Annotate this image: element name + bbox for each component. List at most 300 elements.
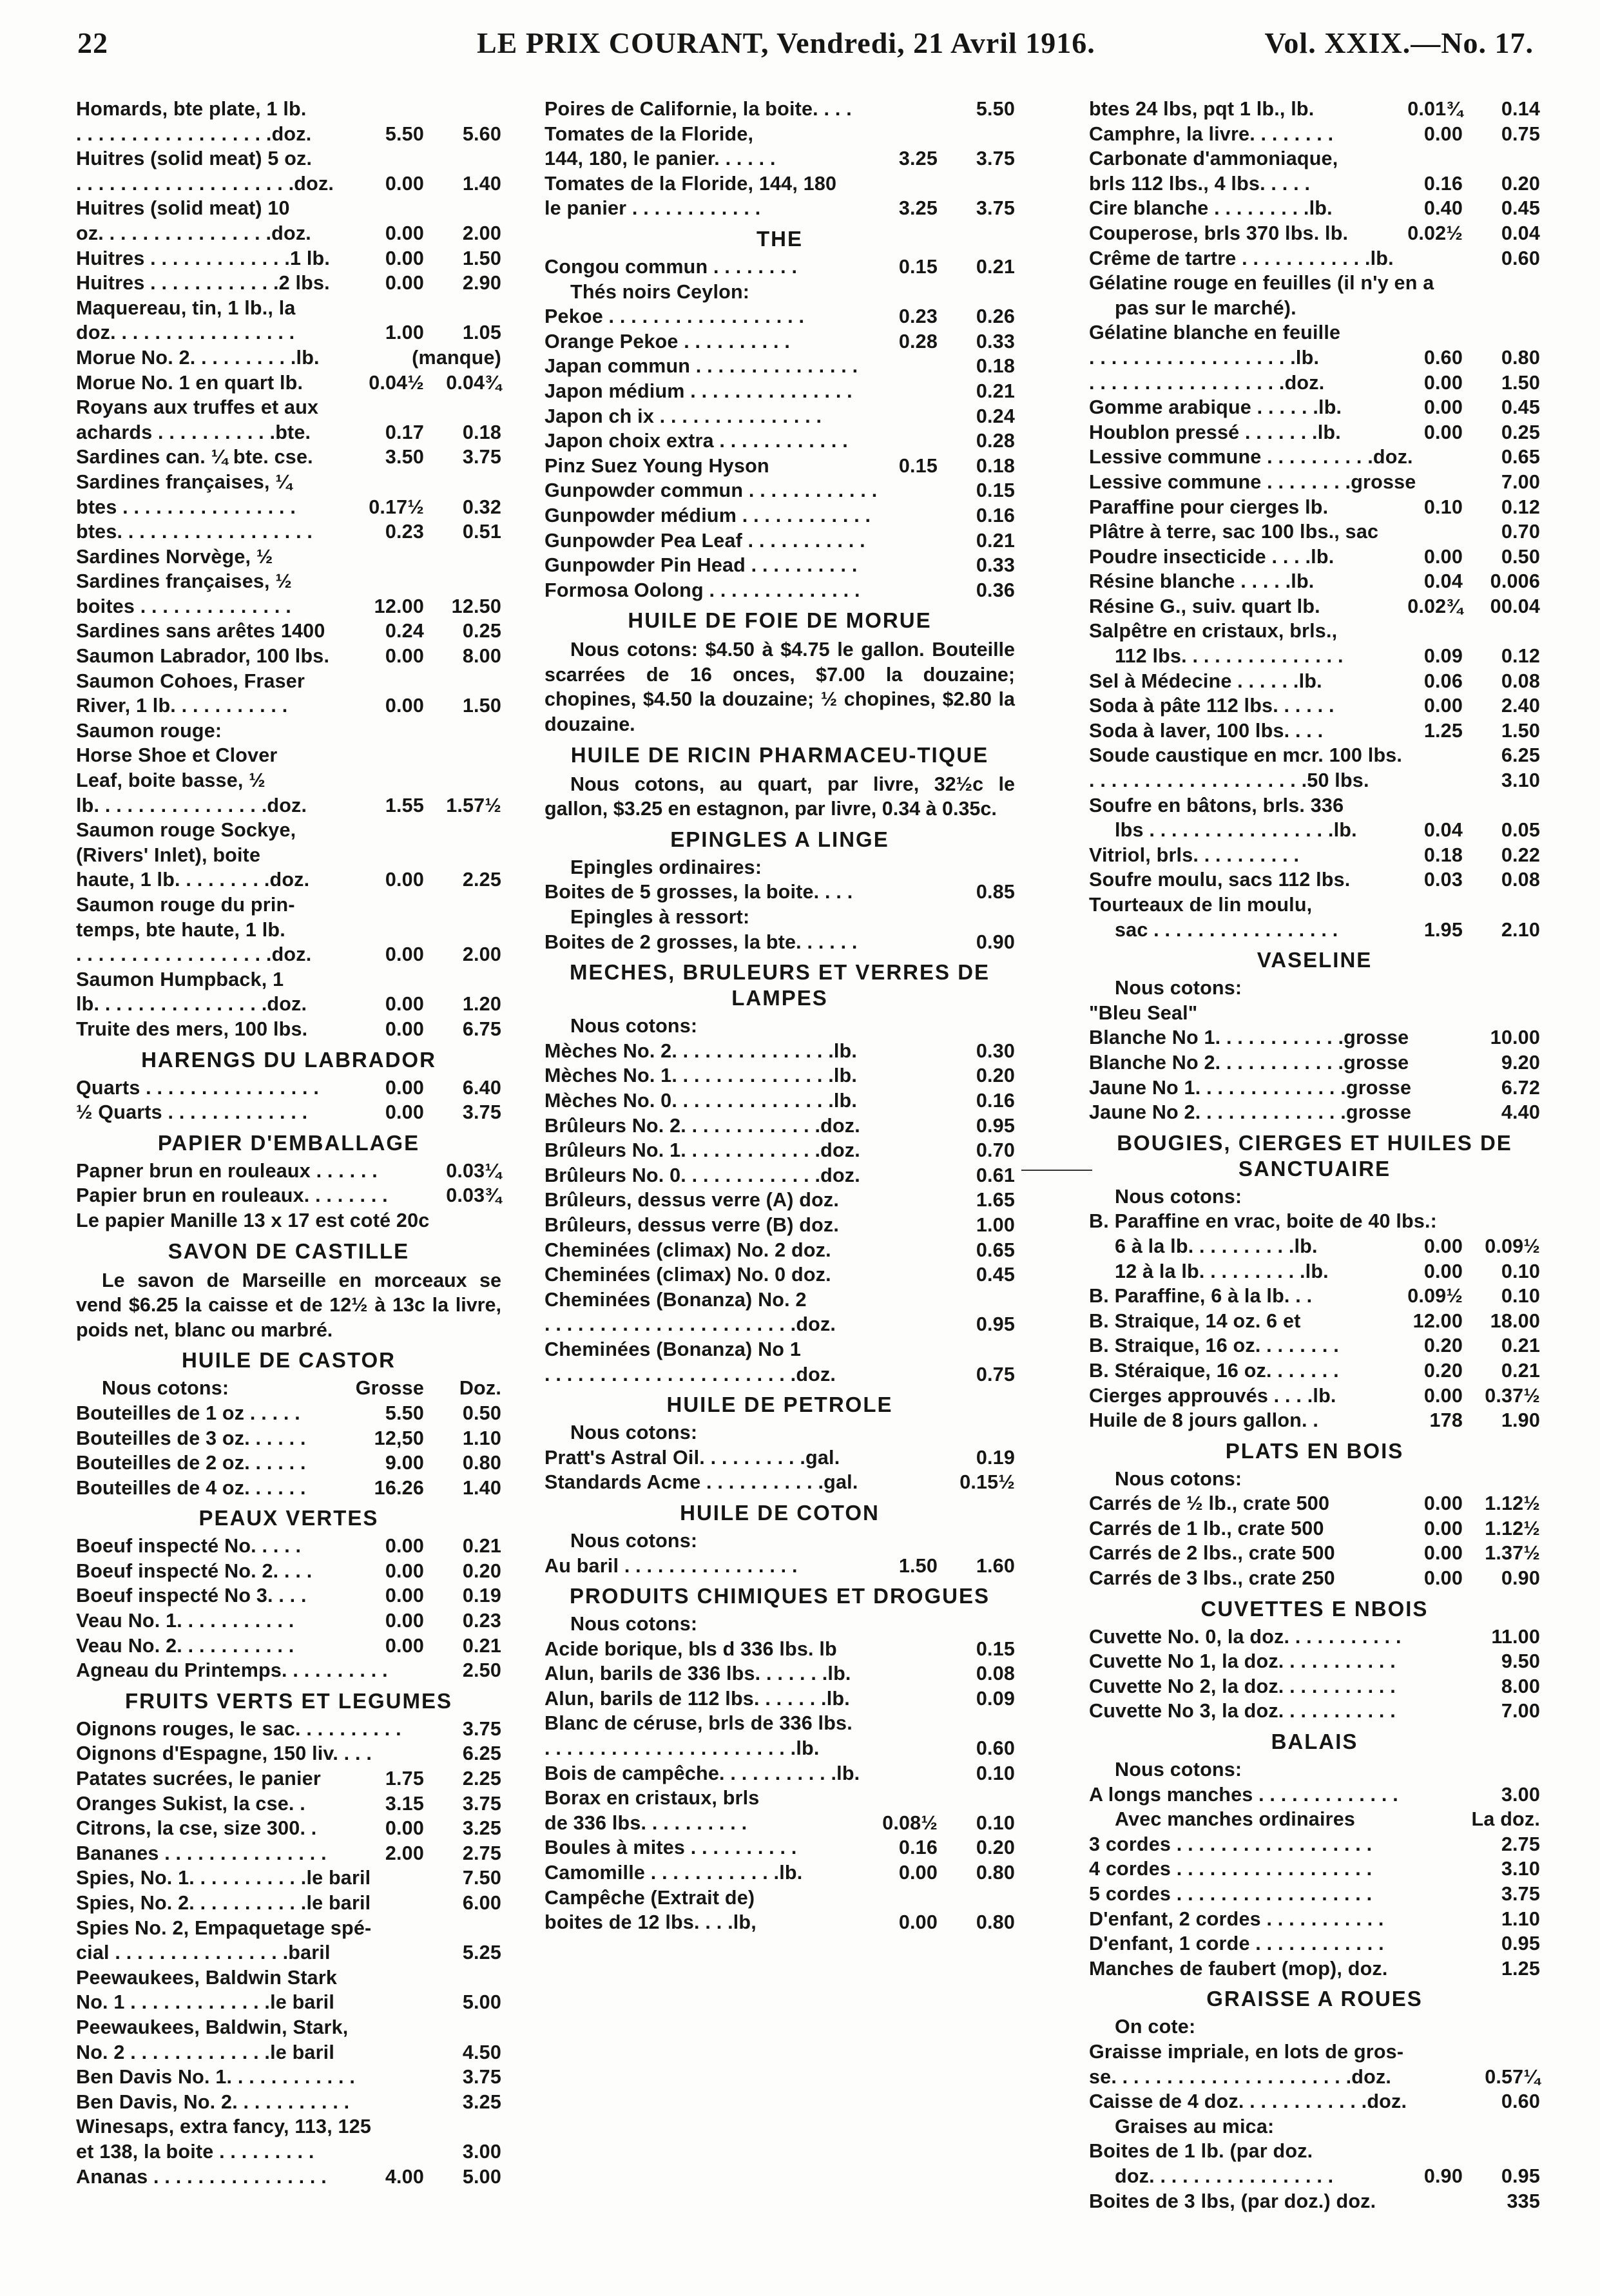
price-row bbox=[76, 1717, 501, 1742]
item-description: Caisse de 4 doz. . . . . . . . . . . .doz. bbox=[1089, 2090, 1407, 2113]
item-description: Bouteilles de 3 oz. . . . . . bbox=[76, 1427, 306, 1449]
price-row bbox=[76, 1940, 501, 1965]
price-row bbox=[1089, 395, 1540, 420]
price-row bbox=[545, 1736, 1015, 1761]
price-row bbox=[545, 1445, 1015, 1471]
price-high: 0.12 bbox=[1501, 645, 1540, 668]
item-description: Alun, barils de 336 lbs. . . . . . .lb. bbox=[545, 1663, 851, 1685]
price-high: 0.80 bbox=[462, 1452, 501, 1474]
section-heading: CUVETTES E NBOIS bbox=[1200, 1596, 1429, 1621]
price-high: 1.50 bbox=[1501, 719, 1540, 742]
item-description: Cheminées (Bonanza) No 1 bbox=[545, 1338, 801, 1360]
item-description: Cuvette No 1, la doz. . . . . . . . . . . bbox=[1089, 1650, 1396, 1673]
item-description: Mèches No. 2. . . . . . . . . . . . . . .lb. bbox=[545, 1039, 858, 1062]
price-high: 1.05 bbox=[462, 322, 501, 344]
price-low: 0.04½ bbox=[369, 371, 424, 394]
price-row bbox=[1089, 818, 1540, 843]
price-row bbox=[76, 2114, 501, 2139]
price-low: 16.26 bbox=[374, 1476, 424, 1499]
price-row bbox=[1089, 693, 1540, 719]
price-high: 5.00 bbox=[462, 2165, 501, 2188]
price-high: 0.37½ bbox=[1485, 1384, 1540, 1407]
price-high: 0.65 bbox=[1501, 446, 1540, 468]
item-description: Veau No. 1. . . . . . . . . . . bbox=[76, 1610, 294, 1632]
price-high: 18.00 bbox=[1490, 1309, 1540, 1332]
price-high: 0.10 bbox=[1501, 1260, 1540, 1282]
price-high: 0.19 bbox=[462, 1585, 501, 1607]
price-row bbox=[1089, 196, 1540, 221]
price-row bbox=[1089, 2089, 1540, 2114]
item-description: Mèches No. 1. . . . . . . . . . . . . . .lb. bbox=[545, 1065, 858, 1087]
price-high: 1.40 bbox=[462, 1476, 501, 1499]
price-low: Grosse bbox=[355, 1377, 424, 1400]
price-column-3 bbox=[1089, 97, 1540, 2214]
price-high: 0.15½ bbox=[959, 1471, 1015, 1494]
price-low: 0.00 bbox=[1423, 396, 1463, 419]
item-description: Huitres . . . . . . . . . . . .2 lbs. bbox=[76, 272, 330, 294]
item-description: Gunpowder Pin Head . . . . . . . . . . bbox=[545, 554, 858, 577]
item-description: B. Stéraique, 16 oz. . . . . . . bbox=[1089, 1359, 1339, 1382]
price-low: 178 bbox=[1429, 1409, 1463, 1432]
price-high: 0.95 bbox=[1501, 2165, 1540, 2187]
item-description: Nous cotons: bbox=[1115, 1759, 1242, 1781]
item-description: Soda à laver, 100 lbs. . . . bbox=[1089, 719, 1324, 742]
price-row bbox=[545, 429, 1015, 454]
price-row bbox=[1089, 545, 1540, 570]
price-row bbox=[76, 1866, 501, 1891]
item-description: A longs manches . . . . . . . . . . . . . bbox=[1089, 1783, 1398, 1806]
item-description: boites de 12 lbs. . . .lb, bbox=[545, 1911, 757, 1934]
item-description: lbs . . . . . . . . . . . . . . . . .lb. bbox=[1115, 819, 1357, 842]
price-low: 1.25 bbox=[1423, 719, 1463, 742]
price-row bbox=[1089, 2014, 1540, 2040]
price-row bbox=[1089, 976, 1540, 1001]
item-description: Ben Davis No. 1. . . . . . . . . . . . bbox=[76, 2066, 356, 2089]
price-row bbox=[1089, 1566, 1540, 1591]
item-description: B. Straique, 14 oz. 6 et bbox=[1089, 1309, 1301, 1332]
price-high: 0.45 bbox=[1501, 396, 1540, 419]
item-description: Nous cotons: bbox=[1115, 1467, 1242, 1490]
item-description: 6 à la lb. . . . . . . . . .lb. bbox=[1115, 1235, 1318, 1257]
item-description: Vitriol, brls. . . . . . . . . . bbox=[1089, 844, 1300, 866]
price-low: 0.00 bbox=[385, 1018, 424, 1040]
item-description: Blanc de céruse, brls de 336 lbs. bbox=[545, 1712, 853, 1735]
price-low: 0.23 bbox=[385, 521, 424, 543]
price-low: 0.04 bbox=[1423, 570, 1463, 593]
price-row bbox=[76, 97, 501, 122]
price-high: 1.40 bbox=[462, 172, 501, 195]
price-low: 0.00 bbox=[385, 1101, 424, 1124]
price-row bbox=[545, 1811, 1015, 1836]
price-row bbox=[76, 320, 501, 345]
price-high: 0.21 bbox=[976, 529, 1015, 552]
price-low: 9.00 bbox=[385, 1452, 424, 1474]
item-description: . . . . . . . . . . . . . . . . . . .lb. bbox=[1089, 346, 1320, 369]
price-row bbox=[1089, 2139, 1540, 2164]
price-low: 0.15 bbox=[898, 454, 938, 477]
item-description: Tourteaux de lin moulu, bbox=[1089, 894, 1313, 916]
price-high: 0.36 bbox=[976, 579, 1015, 601]
price-row bbox=[545, 1886, 1015, 1911]
price-low: 0.00 bbox=[385, 172, 424, 195]
price-low: 0.17 bbox=[385, 421, 424, 443]
item-description: Orange Pekoe . . . . . . . . . . bbox=[545, 330, 790, 352]
section-heading: PEAUX VERTES bbox=[198, 1506, 379, 1530]
item-description: boites . . . . . . . . . . . . . . bbox=[76, 595, 291, 617]
price-low: 2.00 bbox=[385, 1842, 424, 1864]
price-row bbox=[545, 1262, 1015, 1288]
item-description: Cheminées (Bonanza) No. 2 bbox=[545, 1288, 807, 1311]
item-description: Leaf, boite basse, ½ bbox=[76, 769, 265, 792]
price-high: 3.25 bbox=[462, 2090, 501, 2113]
price-low: 3.50 bbox=[385, 446, 424, 468]
item-description: Peewaukees, Baldwin Stark bbox=[76, 1966, 338, 1989]
price-row bbox=[76, 2015, 501, 2040]
price-low: 0.00 bbox=[385, 247, 424, 269]
item-description: Houblon pressé . . . . . . .lb. bbox=[1089, 421, 1341, 443]
item-description: le panier . . . . . . . . . . . . bbox=[545, 197, 761, 220]
price-row bbox=[76, 1451, 501, 1476]
item-description: Lessive commune . . . . . . . .grosse bbox=[1089, 470, 1416, 493]
price-row bbox=[1089, 1408, 1540, 1433]
price-row bbox=[1089, 271, 1540, 296]
price-high: 2.90 bbox=[462, 272, 501, 294]
price-row bbox=[76, 1916, 501, 1941]
item-description: Nous cotons: bbox=[102, 1377, 229, 1400]
price-high: 0.90 bbox=[976, 931, 1015, 953]
price-row bbox=[76, 967, 501, 992]
price-low: 0.01¾ bbox=[1407, 98, 1463, 120]
section-heading: PAPIER D'EMBALLAGE bbox=[157, 1130, 420, 1155]
section-heading: THE bbox=[757, 226, 803, 251]
item-description: Carrés de 2 lbs., crate 500 bbox=[1089, 1542, 1335, 1565]
item-description: Pekoe . . . . . . . . . . . . . . . . . . bbox=[545, 305, 805, 328]
price-high: 1.12½ bbox=[1485, 1517, 1540, 1539]
price-low: 3.15 bbox=[385, 1792, 424, 1815]
price-row bbox=[76, 942, 501, 967]
price-high: 0.14 bbox=[1501, 98, 1540, 120]
item-description: Nous cotons: bbox=[570, 1015, 698, 1037]
price-high: 0.21 bbox=[1501, 1335, 1540, 1357]
price-high: 7.50 bbox=[462, 1867, 501, 1889]
price-high: 0.50 bbox=[1501, 545, 1540, 568]
price-low: 0.00 bbox=[1423, 1567, 1463, 1590]
price-row bbox=[545, 1711, 1015, 1736]
item-description: doz. . . . . . . . . . . . . . . . . bbox=[76, 322, 295, 344]
item-description: Carrés de ½ lb., crate 500 bbox=[1089, 1492, 1330, 1515]
price-low: 0.00 bbox=[385, 1817, 424, 1840]
price-row bbox=[545, 855, 1015, 880]
item-description: Gunpowder commun . . . . . . . . . . . . bbox=[545, 479, 878, 502]
price-high: 2.25 bbox=[462, 1768, 501, 1790]
price-low: 0.09½ bbox=[1407, 1285, 1463, 1307]
item-description: Morue No. 1 en quart lb. bbox=[76, 371, 304, 394]
section-heading: EPINGLES A LINGE bbox=[670, 827, 889, 851]
price-row bbox=[1089, 867, 1540, 892]
price-high: 3.75 bbox=[1501, 1883, 1540, 1905]
item-description: Huitres (solid meat) 5 oz. bbox=[76, 148, 313, 170]
price-row bbox=[545, 196, 1015, 221]
price-row bbox=[1089, 445, 1540, 470]
section-heading: MECHES, BRULEURS ET VERRES DE LAMPES bbox=[569, 960, 990, 1010]
price-high: 0.65 bbox=[976, 1239, 1015, 1261]
item-description: No. 2 . . . . . . . . . . . . .le baril bbox=[76, 2041, 335, 2063]
section-heading: BOUGIES, CIERGES ET HUILES DE SANCTUAIRE bbox=[1117, 1130, 1512, 1181]
price-low: 5.50 bbox=[385, 122, 424, 145]
price-high: 0.09½ bbox=[1485, 1235, 1540, 1257]
item-description: 112 lbs. . . . . . . . . . . . . . . bbox=[1115, 645, 1344, 668]
item-description: Japon choix extra . . . . . . . . . . . . bbox=[545, 430, 848, 452]
price-high: 2.00 bbox=[462, 943, 501, 966]
item-description: Oignons d'Espagne, 150 liv. . . . bbox=[76, 1742, 372, 1765]
item-description: Epingles ordinaires: bbox=[570, 856, 762, 878]
item-description: Spies, No. 2. . . . . . . . . . .le baril bbox=[76, 1892, 371, 1914]
price-low: 0.00 bbox=[898, 1862, 938, 1884]
masthead-title: LE PRIX COURANT, Vendredi, 21 Avril 1916. bbox=[477, 26, 1095, 59]
item-description: Mèches No. 0. . . . . . . . . . . . . . .lb. bbox=[545, 1090, 858, 1112]
price-high: 0.61 bbox=[976, 1164, 1015, 1186]
item-description: Soda à pâte 112 lbs. . . . . . bbox=[1089, 695, 1335, 717]
price-row bbox=[76, 495, 501, 520]
price-row bbox=[545, 528, 1015, 554]
price-high: 4.50 bbox=[462, 2041, 501, 2063]
price-high: 2.00 bbox=[462, 222, 501, 244]
item-description: Tomates de la Floride, bbox=[545, 122, 754, 145]
volume-number: Vol. XXIX.—No. 17. bbox=[1264, 26, 1534, 59]
price-high: 0.85 bbox=[976, 881, 1015, 903]
price-low: 0.00 bbox=[385, 272, 424, 294]
item-description: Alun, barils de 112 lbs. . . . . . .lb. bbox=[545, 1687, 850, 1710]
price-high: 2.10 bbox=[1501, 918, 1540, 941]
price-low: 0.00 bbox=[1423, 421, 1463, 443]
price-row bbox=[545, 304, 1015, 329]
item-description: Winesaps, extra fancy, 113, 125 bbox=[76, 2116, 372, 2138]
item-description: Soufre en bâtons, brls. 336 bbox=[1089, 794, 1344, 816]
price-row bbox=[1089, 569, 1540, 594]
price-paragraph: Nous cotons: $4.50 à $4.75 le gallon. Bouteille scarrées de 16 onces, $7.00 la douzaine; chopines, $4.50 la douzaine; ½ chopines, $2.80 la douzaine. bbox=[545, 639, 1015, 736]
item-description: Huitres (solid meat) 10 bbox=[76, 197, 290, 220]
price-row bbox=[545, 1686, 1015, 1712]
price-low: 0.09 bbox=[1423, 645, 1463, 668]
price-low: 0.90 bbox=[1423, 2165, 1463, 2187]
item-description: . . . . . . . . . . . . . . . . . . . . . . .doz. bbox=[545, 1313, 836, 1336]
price-high: 3.75 bbox=[462, 1717, 501, 1740]
item-description: 144, 180, le panier. . . . . . bbox=[545, 148, 776, 170]
item-description: Bouteilles de 2 oz. . . . . . bbox=[76, 1452, 306, 1474]
price-high: 1.50 bbox=[462, 695, 501, 717]
price-row bbox=[1089, 1699, 1540, 1724]
item-description: "Bleu Seal" bbox=[1089, 1001, 1198, 1024]
price-row bbox=[545, 905, 1015, 930]
price-row bbox=[76, 1559, 501, 1584]
price-row bbox=[76, 1841, 501, 1866]
price-row bbox=[545, 146, 1015, 171]
price-high: 9.50 bbox=[1501, 1650, 1540, 1673]
price-high: 0.33 bbox=[976, 330, 1015, 352]
price-high: 8.00 bbox=[1501, 1675, 1540, 1697]
price-high: 0.16 bbox=[976, 1090, 1015, 1112]
item-description: haute, 1 lb. . . . . . . . .doz. bbox=[76, 869, 310, 891]
price-high: 0.75 bbox=[1501, 122, 1540, 145]
item-description: Boules à mites . . . . . . . . . . bbox=[545, 1837, 797, 1859]
item-description: . . . . . . . . . . . . . . . . . . . .doz. bbox=[76, 172, 334, 195]
item-description: Sardines can. ¼ bte. cse. bbox=[76, 446, 313, 468]
price-row bbox=[545, 1088, 1015, 1114]
price-high: Doz. bbox=[459, 1377, 501, 1400]
price-high: 3.00 bbox=[1501, 1783, 1540, 1806]
price-low: 0.60 bbox=[1423, 346, 1463, 369]
price-high: 1.57½ bbox=[446, 794, 501, 816]
price-high: 10.00 bbox=[1490, 1027, 1540, 1049]
price-low: 0.00 bbox=[1423, 1517, 1463, 1539]
price-low: 0.00 bbox=[1423, 695, 1463, 717]
item-description: Cheminées (climax) No. 0 doz. bbox=[545, 1264, 831, 1286]
price-row bbox=[545, 1362, 1015, 1387]
price-row bbox=[76, 296, 501, 321]
price-row bbox=[1089, 2189, 1540, 2214]
item-description: Camphre, la livre. . . . . . . . bbox=[1089, 122, 1334, 145]
price-low: 0.00 bbox=[1423, 545, 1463, 568]
price-row bbox=[1089, 793, 1540, 818]
price-high: 6.72 bbox=[1501, 1076, 1540, 1099]
price-row bbox=[1089, 1209, 1540, 1234]
item-description: btes . . . . . . . . . . . . . . . . bbox=[76, 496, 296, 518]
price-row bbox=[1089, 1931, 1540, 1956]
item-description: Truite des mers, 100 lbs. bbox=[76, 1018, 308, 1040]
price-low: 0.00 bbox=[1423, 1235, 1463, 1257]
section-heading: HUILE DE CASTOR bbox=[182, 1348, 396, 1373]
price-high: 1.00 bbox=[976, 1213, 1015, 1236]
price-high: 6.75 bbox=[462, 1018, 501, 1040]
price-row bbox=[1089, 619, 1540, 644]
price-high: 7.00 bbox=[1501, 470, 1540, 493]
item-description: Résine G., suiv. quart lb. bbox=[1089, 595, 1320, 617]
price-row bbox=[76, 867, 501, 892]
item-description: . . . . . . . . . . . . . . . . . .doz. bbox=[76, 122, 312, 145]
price-row bbox=[1089, 2040, 1540, 2065]
price-row bbox=[1089, 345, 1540, 371]
price-low: 12.00 bbox=[374, 595, 424, 617]
price-high: 7.00 bbox=[1501, 1700, 1540, 1722]
item-description: Crême de tartre . . . . . . . . . . . .lb. bbox=[1089, 247, 1394, 269]
price-high: 0.16 bbox=[976, 504, 1015, 526]
price-row bbox=[1089, 221, 1540, 246]
item-description: Cuvette No 3, la doz. . . . . . . . . . . bbox=[1089, 1700, 1396, 1722]
item-description: Ben Davis, No. 2. . . . . . . . . . . bbox=[76, 2090, 350, 2113]
item-description: Camomille . . . . . . . . . . . .lb. bbox=[545, 1862, 803, 1884]
price-high: 1.60 bbox=[976, 1554, 1015, 1577]
price-high: 0.32 bbox=[462, 496, 501, 518]
price-row bbox=[545, 1138, 1015, 1163]
price-high: 3.75 bbox=[976, 148, 1015, 170]
price-row bbox=[76, 445, 501, 470]
price-row bbox=[545, 1637, 1015, 1662]
price-low: 0.00 bbox=[385, 1076, 424, 1099]
price-row bbox=[1089, 1807, 1540, 1832]
price-row bbox=[545, 1860, 1015, 1886]
item-description: Boites de 1 lb. (par doz. bbox=[1089, 2140, 1313, 2163]
column-divider-rule bbox=[1021, 1170, 1092, 1171]
price-high: 12.50 bbox=[451, 595, 501, 617]
price-high: 0.70 bbox=[976, 1139, 1015, 1162]
price-row bbox=[1089, 1832, 1540, 1857]
price-low: 0.00 bbox=[385, 222, 424, 244]
section-heading: PRODUITS CHIMIQUES ET DROGUES bbox=[569, 1584, 990, 1608]
item-description: Nous cotons: bbox=[570, 1613, 698, 1635]
item-description: On cote: bbox=[1115, 2016, 1196, 2038]
item-description: 4 cordes . . . . . . . . . . . . . . . . . . bbox=[1089, 1858, 1373, 1880]
price-row bbox=[1089, 1358, 1540, 1384]
price-row bbox=[76, 1766, 501, 1791]
price-row bbox=[76, 1816, 501, 1841]
price-high: 00.04 bbox=[1490, 595, 1540, 617]
price-column-2 bbox=[545, 97, 1015, 1935]
price-low: 0.00 bbox=[385, 695, 424, 717]
price-high: 0.70 bbox=[1501, 521, 1540, 543]
item-description: Borax en cristaux, brls bbox=[545, 1787, 760, 1809]
price-row bbox=[76, 2040, 501, 2065]
price-high: 0.19 bbox=[976, 1446, 1015, 1469]
price-row bbox=[1089, 122, 1540, 147]
price-low: 0.18 bbox=[1423, 844, 1463, 866]
item-description: Cierges approuvés . . . .lb. bbox=[1089, 1384, 1336, 1407]
price-high: 0.006 bbox=[1490, 570, 1540, 593]
item-description: Royans aux truffes et aux bbox=[76, 396, 319, 419]
item-description: Nous cotons: bbox=[1115, 977, 1242, 999]
price-high: 0.51 bbox=[462, 521, 501, 543]
price-high: 3.75 bbox=[462, 2066, 501, 2089]
price-row bbox=[76, 1183, 501, 1208]
price-high: 1.25 bbox=[1501, 1957, 1540, 1980]
price-row bbox=[545, 578, 1015, 603]
price-row bbox=[1089, 1025, 1540, 1050]
price-row bbox=[545, 1213, 1015, 1238]
item-description: Graises au mica: bbox=[1115, 2115, 1275, 2137]
price-row bbox=[545, 329, 1015, 354]
price-high: 0.60 bbox=[1501, 2090, 1540, 2113]
item-description: 3 cordes . . . . . . . . . . . . . . . . . . bbox=[1089, 1833, 1373, 1855]
item-description: Gunpowder Pea Leaf . . . . . . . . . . . bbox=[545, 529, 865, 552]
price-high: 0.15 bbox=[976, 479, 1015, 502]
price-row bbox=[76, 1891, 501, 1916]
item-description: Morue No. 2. . . . . . . . . .lb. bbox=[76, 346, 320, 369]
price-high: 0.08 bbox=[976, 1663, 1015, 1685]
section-heading: SAVON DE CASTILLE bbox=[168, 1239, 410, 1263]
price-low: 0.10 bbox=[1423, 496, 1463, 518]
item-description: Oignons rouges, le sac. . . . . . . . . . bbox=[76, 1717, 401, 1740]
price-low: 0.02½ bbox=[1407, 222, 1463, 244]
price-low: 0.00 bbox=[385, 645, 424, 668]
price-high: 0.80 bbox=[976, 1862, 1015, 1884]
price-row bbox=[1089, 2164, 1540, 2189]
item-description: Soufre moulu, sacs 112 lbs. bbox=[1089, 869, 1351, 891]
item-description: . . . . . . . . . . . . . . . . . .doz. bbox=[1089, 371, 1325, 394]
item-description: Brûleurs No. 0. . . . . . . . . . . . .doz. bbox=[545, 1164, 860, 1186]
price-row bbox=[545, 1554, 1015, 1579]
item-description: Papier brun en rouleaux. . . . . . . . bbox=[76, 1184, 388, 1207]
price-row bbox=[1089, 1625, 1540, 1650]
item-description: Quarts . . . . . . . . . . . . . . . . bbox=[76, 1076, 320, 1099]
price-row bbox=[1089, 97, 1540, 122]
price-high: 0.25 bbox=[1501, 421, 1540, 443]
price-row bbox=[76, 146, 501, 171]
item-description: Sel à Médecine . . . . . .lb. bbox=[1089, 670, 1322, 692]
price-low: 0.04 bbox=[1423, 819, 1463, 842]
item-description: Saumon Humpback, 1 bbox=[76, 968, 284, 990]
page-header bbox=[77, 26, 1534, 77]
item-description: Blanche No 1. . . . . . . . . . . .grosse bbox=[1089, 1027, 1409, 1049]
item-description: Saumon rouge: bbox=[76, 719, 222, 742]
